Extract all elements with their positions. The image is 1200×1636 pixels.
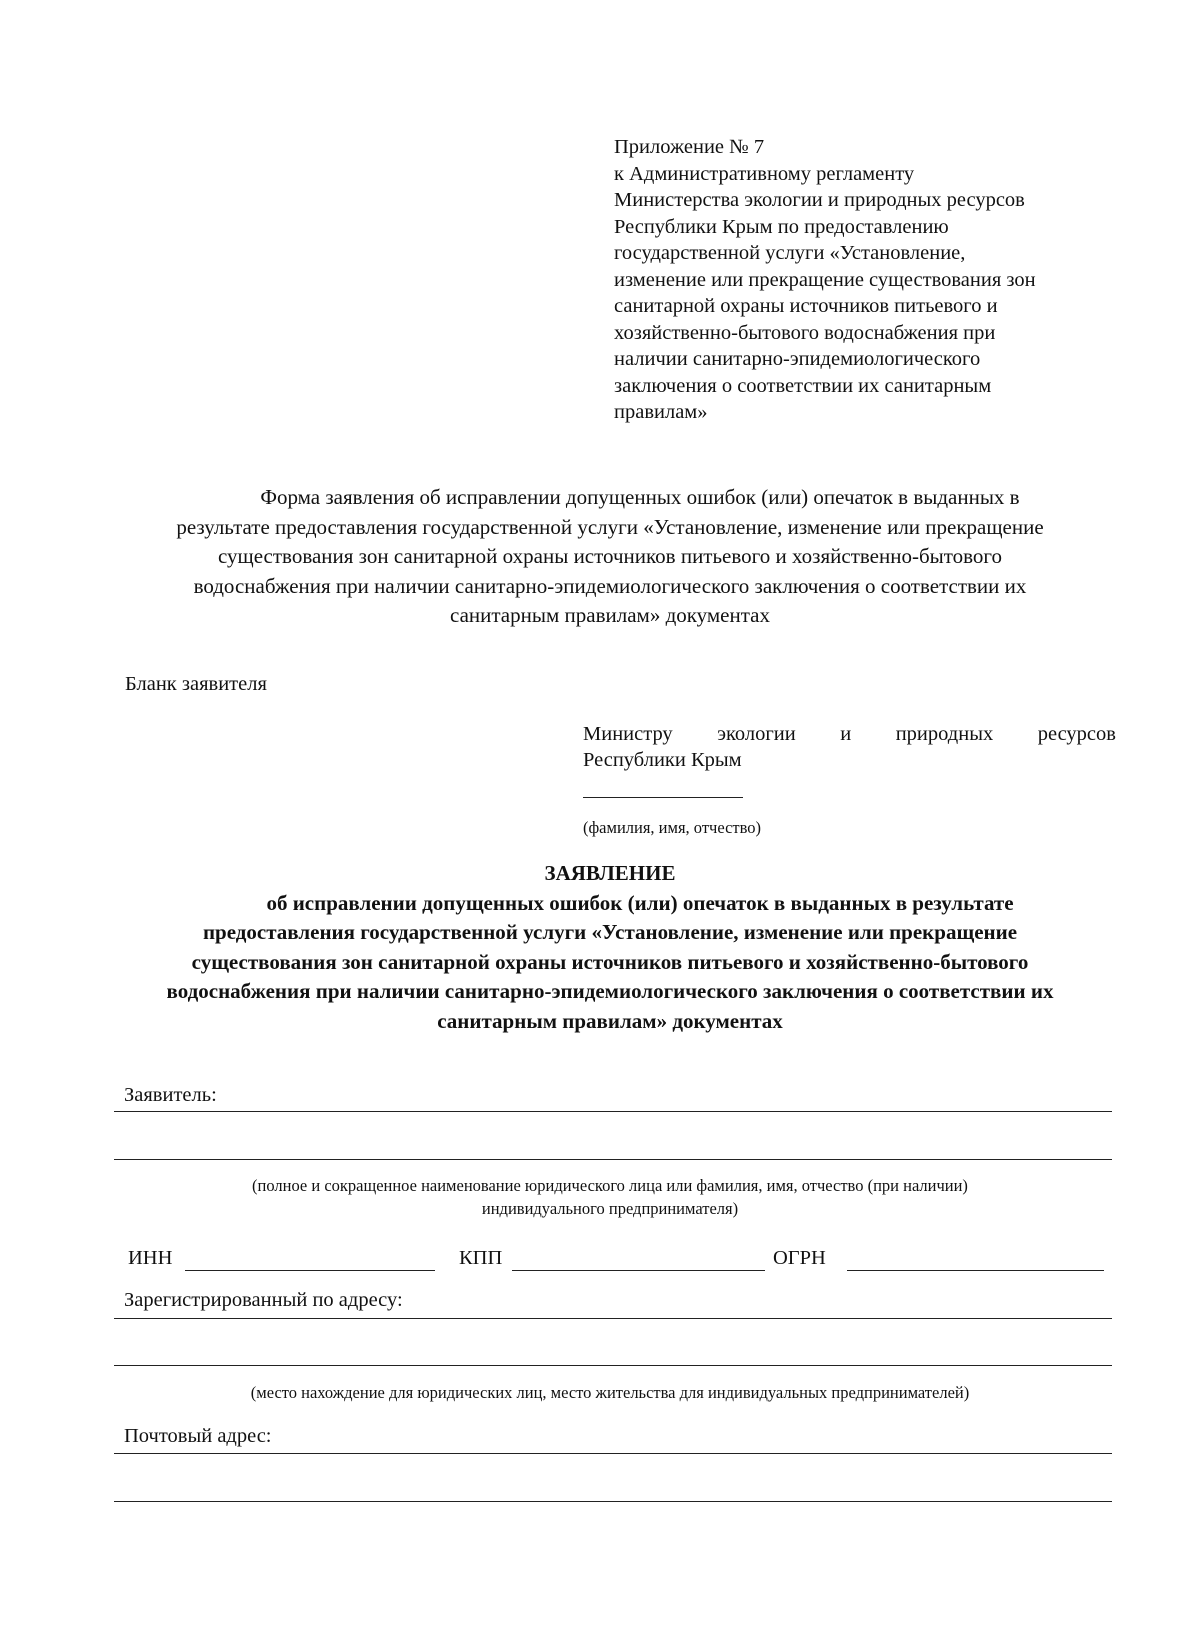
registered-address-note bbox=[110, 1381, 1110, 1404]
applicant-note bbox=[110, 1174, 1110, 1220]
inn-label: ИНН bbox=[128, 1247, 173, 1269]
applicant-form-label: Бланк заявителя bbox=[125, 673, 267, 695]
fio-caption: (фамилия, имя, отчество) bbox=[583, 818, 762, 837]
applicant-label: Заявитель: bbox=[124, 1084, 217, 1106]
statement-line: существования зон санитарной охраны источников питьевого и хозяйственно-бытового bbox=[191, 949, 1029, 974]
addressee-word: экологии bbox=[717, 723, 796, 745]
postal-address-line-2[interactable] bbox=[114, 1501, 1112, 1502]
appendix-header bbox=[614, 134, 1134, 426]
addressee-name-field[interactable] bbox=[583, 797, 743, 798]
appendix-line: изменение или прекращение существования зон bbox=[614, 268, 1036, 291]
registered-address-label: Зарегистрированный по адресу: bbox=[124, 1289, 403, 1311]
appendix-line: санитарной охраны источников питьевого и bbox=[614, 295, 998, 317]
appendix-line: Приложение № 7 bbox=[614, 136, 765, 158]
applicant-note-line: (полное и сокращенное наименование юридического лица или фамилия, имя, отчество (при наличии) bbox=[252, 1176, 968, 1195]
addressee-line-2: Республики Крым bbox=[583, 749, 742, 771]
appendix-line: наличии санитарно-эпидемиологического bbox=[614, 348, 981, 370]
registered-address-line-2[interactable] bbox=[114, 1365, 1112, 1366]
applicant-note-line: индивидуального предпринимателя) bbox=[481, 1199, 739, 1218]
appendix-line: хозяйственно-бытового водоснабжения при bbox=[614, 321, 996, 344]
addressee-block bbox=[583, 721, 1116, 773]
registered-address-note-line: (место нахождение для юридических лиц, место жительства для индивидуальных предпринимателей) bbox=[250, 1383, 970, 1402]
statement-line: об исправлении допущенных ошибок (или) опечаток в выданных в результате bbox=[266, 890, 1014, 915]
form-title bbox=[110, 483, 1110, 631]
addressee-word: и bbox=[840, 723, 852, 745]
registered-address-line-1[interactable] bbox=[114, 1318, 1112, 1319]
inn-field[interactable] bbox=[185, 1270, 435, 1271]
statement-block bbox=[110, 859, 1110, 1037]
postal-address-line-1[interactable] bbox=[114, 1453, 1112, 1454]
postal-address-label: Почтовый адрес: bbox=[124, 1425, 272, 1447]
form-title-line: результате предоставления государственной услуги «Установление, изменение или прекращение bbox=[176, 514, 1044, 539]
statement-heading: ЗАЯВЛЕНИЕ bbox=[544, 861, 676, 885]
appendix-line: Министерства экологии и природных ресурсов bbox=[614, 189, 1025, 211]
applicant-field-line-1[interactable] bbox=[114, 1111, 1112, 1112]
kpp-field[interactable] bbox=[512, 1270, 765, 1271]
kpp-label: КПП bbox=[459, 1247, 503, 1269]
form-title-line: санитарным правилам» документах bbox=[450, 603, 770, 628]
statement-line: предоставления государственной услуги «Установление, изменение или прекращение bbox=[202, 920, 1018, 945]
statement-line: водоснабжения при наличии санитарно-эпидемиологического заключения о соответствии их bbox=[166, 979, 1054, 1004]
statement-line: санитарным правилам» документах bbox=[437, 1008, 783, 1033]
form-title-line: Форма заявления об исправлении допущенных ошибок (или) опечаток в выданных в bbox=[260, 485, 1020, 509]
ogrn-field[interactable] bbox=[847, 1270, 1104, 1271]
appendix-line: Республики Крым по предоставлению bbox=[614, 215, 949, 238]
addressee-word: Министру bbox=[583, 723, 673, 745]
appendix-line: к Административному регламенту bbox=[614, 162, 915, 185]
form-title-line: водоснабжения при наличии санитарно-эпидемиологического заключения о соответствии их bbox=[193, 573, 1027, 598]
addressee-line-1 bbox=[583, 721, 1116, 747]
appendix-line: правилам» bbox=[614, 401, 708, 423]
form-title-line: существования зон санитарной охраны источников питьевого и хозяйственно-бытового bbox=[217, 544, 1003, 569]
addressee-word: ресурсов bbox=[1037, 723, 1116, 745]
applicant-field-line-2[interactable] bbox=[114, 1159, 1112, 1160]
appendix-line: заключения о соответствии их санитарным bbox=[614, 374, 992, 397]
ogrn-label: ОГРН bbox=[773, 1247, 826, 1269]
addressee-word: природных bbox=[895, 723, 994, 745]
appendix-line: государственной услуги «Установление, bbox=[614, 242, 966, 264]
